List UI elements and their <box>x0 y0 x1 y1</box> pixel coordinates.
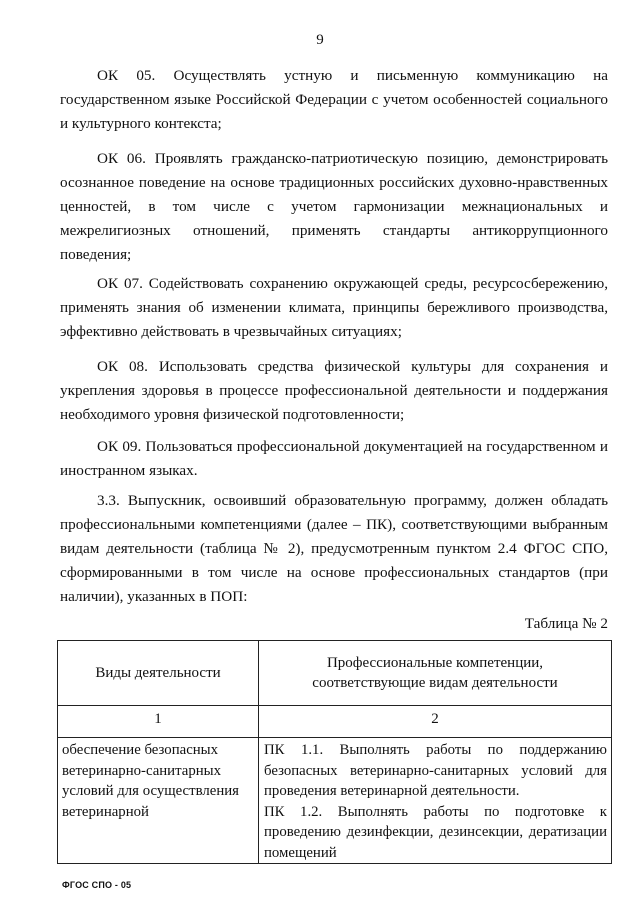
paragraph-ok08: ОК 08. Использовать средства физической культуры для сохранения и укрепления здоровья в процессе профессиональной деятельности и поддержания необходимого уровня физической подготовленности; <box>60 358 608 423</box>
column-number-row <box>58 706 612 738</box>
activity-cell: обеспечение безопасных ветеринарно-санитарных условий для осуществления ветеринарной <box>58 738 259 864</box>
footer-code: ФГОС СПО - 05 <box>62 880 132 890</box>
column-number-1: 1 <box>58 706 259 738</box>
page-number: 9 <box>316 32 324 48</box>
paragraph-3-3: 3.3. Выпускник, освоивший образовательную программу, должен обладать профессиональными компетенциями (далее – ПК), соответствующими выбранным видам деятельности (таблица № 2), предусмотренным пунктом 2.4 ФГОС СПО, сформированными в том числе на основе профессиональных стандартов (при наличии), указанных в ПОП: <box>60 492 608 605</box>
table-row <box>58 738 612 864</box>
header-activity: Виды деятельности <box>58 641 259 706</box>
header-competencies: Профессиональные компетенции, соответствующие видам деятельности <box>259 641 612 706</box>
competency-pk-1-1: ПК 1.1. Выполнять работы по поддержанию безопасных ветеринарно-санитарных условий для проведения ветеринарной деятельности. <box>264 742 607 799</box>
paragraph-ok07: ОК 07. Содействовать сохранению окружающей среды, ресурсосбережению, применять знания об изменении климата, принципы бережливого производства, эффективно действовать в чрезвычайных ситуациях; <box>60 275 608 340</box>
paragraph-ok05: ОК 05. Осуществлять устную и письменную коммуникацию на государственном языке Российской Федерации с учетом особенностей социального и культурного контекста; <box>60 67 608 132</box>
paragraph-ok09: ОК 09. Пользоваться профессиональной документацией на государственном и иностранном языках. <box>60 438 608 479</box>
competencies-table <box>57 640 612 864</box>
competency-pk-1-2: ПК 1.2. Выполнять работы по подготовке к проведению дезинфекции, дезинсекции, дератизации помещений <box>264 803 607 861</box>
table-header-row <box>58 641 612 706</box>
table-caption: Таблица № 2 <box>524 615 608 632</box>
column-number-2: 2 <box>259 706 612 738</box>
competencies-cell <box>259 738 612 864</box>
paragraph-ok06: ОК 06. Проявлять гражданско-патриотическую позицию, демонстрировать осознанное поведение на основе традиционных российских духовно-нравственных ценностей, в том числе с учетом гармонизации межнациональных и межрелигиозных отношений, применять стандарты антикоррупционного поведения; <box>60 150 608 263</box>
